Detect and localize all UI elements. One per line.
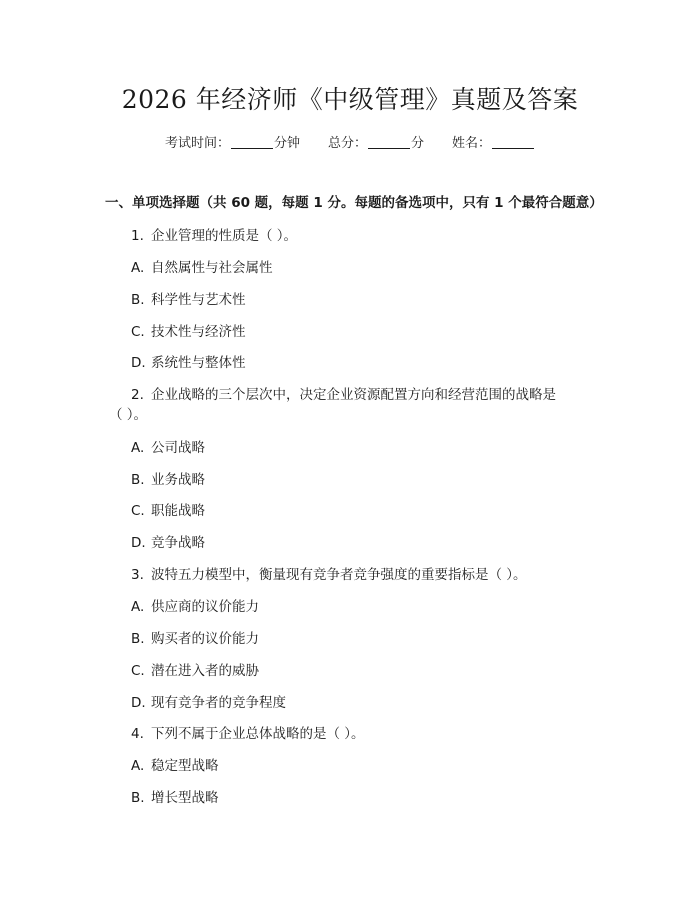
question-2-continued: （ ）。 xyxy=(109,407,148,423)
option-1b xyxy=(131,288,246,308)
option-text: 科学性与艺术性 xyxy=(151,292,246,308)
option-text: 技术性与经济性 xyxy=(151,324,246,340)
option-2b xyxy=(131,468,205,488)
option-text: 现有竞争者的竞争程度 xyxy=(151,695,286,711)
question-stem: 企业管理的性质是（ ）。 xyxy=(151,228,298,244)
question-4 xyxy=(131,722,365,742)
exam-time-label: 考试时间： xyxy=(164,136,230,151)
option-2d xyxy=(131,531,205,551)
question-stem: 下列不属于企业总体战略的是（ ）。 xyxy=(151,726,365,742)
option-letter: B. xyxy=(131,790,145,806)
option-letter: B. xyxy=(131,472,145,488)
option-4b xyxy=(131,786,219,806)
option-letter: A. xyxy=(131,599,145,615)
name-label: 姓名： xyxy=(452,136,492,151)
section-heading: 一、单项选择题（共 60 题，每题 1 分。每题的备选项中，只有 1 个最符合题意） xyxy=(105,195,603,211)
option-2a xyxy=(131,436,205,456)
option-text: 竞争战略 xyxy=(151,535,205,551)
option-text: 业务战略 xyxy=(151,472,205,488)
option-3a xyxy=(131,595,259,615)
option-letter: C. xyxy=(131,503,145,519)
option-text: 购买者的议价能力 xyxy=(151,631,259,647)
option-text: 稳定型战略 xyxy=(151,758,219,774)
option-letter: A. xyxy=(131,260,145,276)
option-1c xyxy=(131,320,246,340)
question-stem: 企业战略的三个层次中，决定企业资源配置方向和经营范围的战略是 xyxy=(151,387,556,403)
option-letter: D. xyxy=(131,695,146,711)
question-1 xyxy=(131,224,297,244)
question-number: 3. xyxy=(131,567,144,583)
option-4a xyxy=(131,754,219,774)
option-1a xyxy=(131,256,273,276)
exam-info-line xyxy=(0,132,700,151)
option-letter: B. xyxy=(131,631,145,647)
question-2 xyxy=(131,383,556,403)
option-3b xyxy=(131,627,259,647)
option-letter: A. xyxy=(131,440,145,456)
question-stem: 波特五力模型中，衡量现有竞争者竞争强度的重要指标是（ ）。 xyxy=(151,567,527,583)
option-text: 自然属性与社会属性 xyxy=(151,260,273,276)
option-letter: C. xyxy=(131,663,145,679)
option-letter: C. xyxy=(131,324,145,340)
total-score-unit: 分 xyxy=(411,136,425,151)
option-letter: A. xyxy=(131,758,145,774)
option-letter: D. xyxy=(131,535,146,551)
option-3d xyxy=(131,691,286,711)
exam-time-blank xyxy=(231,148,273,149)
option-letter: D. xyxy=(131,355,146,371)
option-text: 潜在进入者的威胁 xyxy=(151,663,259,679)
option-text: 增长型战略 xyxy=(151,790,219,806)
option-text: 职能战略 xyxy=(151,503,205,519)
question-3 xyxy=(131,563,527,583)
option-text: 供应商的议价能力 xyxy=(151,599,259,615)
question-number: 1. xyxy=(131,228,144,244)
option-3c xyxy=(131,659,259,679)
option-letter: B. xyxy=(131,292,145,308)
total-score-label: 总分： xyxy=(327,136,367,151)
question-number: 2. xyxy=(131,387,144,403)
option-1d xyxy=(131,351,246,371)
question-number: 4. xyxy=(131,726,144,742)
page-title: 2026 年经济师《中级管理》真题及答案 xyxy=(121,85,579,114)
option-text: 系统性与整体性 xyxy=(151,355,246,371)
option-2c xyxy=(131,499,205,519)
exam-time-unit: 分钟 xyxy=(273,136,300,151)
total-score-blank xyxy=(368,148,410,149)
name-blank xyxy=(492,148,534,149)
option-text: 公司战略 xyxy=(151,440,205,456)
